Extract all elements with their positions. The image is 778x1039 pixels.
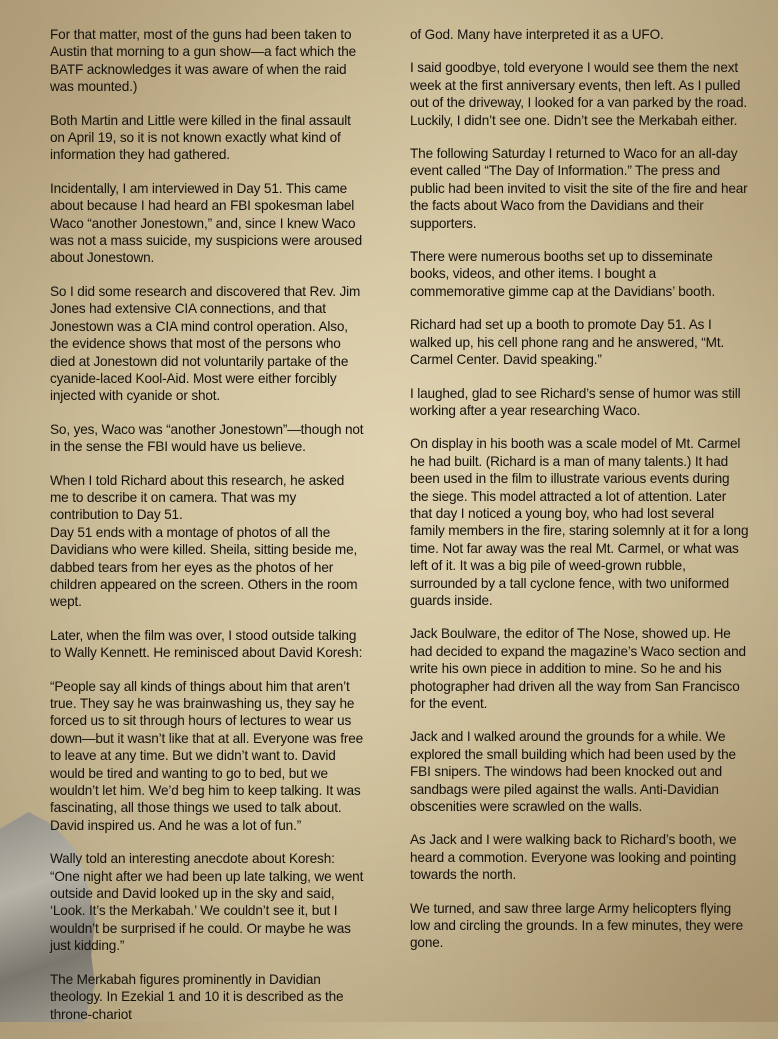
left-text-column — [50, 26, 366, 1039]
paragraph: Richard had set up a booth to promote Day 51. As I walked up, his cell phone rang and he answered, “Mt. Carmel Center. David speaking.” — [410, 317, 725, 368]
paragraph: So I did some research and discovered that Rev. Jim Jones had extensive CIA connections, and that Jonestown was a CIA mind control operation. Also, the evidence shows that most of the persons who died at Jonestown did not voluntarily partake of the cyanide-laced Kool-Aid. Most were either forcibly injected with cyanide or shot. — [50, 283, 361, 404]
paragraph: On display in his booth was a scale model of Mt. Carmel he had built. (Richard is a man of many talents.) It had been used in the film to illustrate various events during the siege. This model attracted a lot of attention. Later that day I noticed a young boy, who had lost several family members in the fire, staring solemnly at it for a long time. Not far away was the real Mt. Carmel, or what was left of it. It was a big pile of weed-grown rubble, surrounded by a tall cyclone fence, with two uniformed guards inside. — [410, 436, 749, 608]
paragraph: of God. Many have interpreted it as a UFO. — [410, 27, 664, 42]
paragraph: Incidentally, I am interviewed in Day 51. This came about because I had heard an FBI spokesman label Waco “another Jonestown,” and, since I knew Waco was not a mass suicide, my suspicions were aroused about Jonestown. — [50, 180, 363, 266]
paragraph: The following Saturday I returned to Waco for an all-day event called “The Day of Information.” The press and public had been invited to visit the site of the fire and hear the facts about Waco from the Davidians and their supporters. — [410, 146, 748, 231]
paragraph: Both Martin and Little were killed in the final assault on April 19, so it is not known exactly what kind of information they had gathered. — [50, 112, 351, 163]
paragraph: When I told Richard about this research, he asked me to describe it on camera. That was my contribution to Day 51. — [50, 472, 345, 523]
paragraph: Jack and I walked around the grounds for a while. We explored the small building which had been used by the FBI snipers. The windows had been knocked out and sandbags were piled against the walls. Anti-Davidian obscenities were scrawled on the walls. — [410, 729, 736, 815]
paragraph: Day 51 ends with a montage of photos of all the Davidians who were killed. Sheila, sitting beside me, dabbed tears from her eyes as the photos of her children appeared on the screen. Others in the room wept. — [50, 524, 358, 610]
paragraph: For that matter, most of the guns had been taken to Austin that morning to a gun show—a fact which the BATF acknowledges it was aware of when the raid was mounted.) — [50, 27, 357, 95]
paragraph: Jack Boulware, the editor of The Nose, showed up. He had decided to expand the magazine’s Waco section and write his own piece in addition to mine. So he and his photographer had driven all the way from San Francisco for the event. — [410, 626, 746, 711]
paragraph: I said goodbye, told everyone I would see them the next week at the first anniversary events, then left. As I pulled out of the driveway, I looked for a van parked by the road. Luckily, I didn’t see one. Didn’t see the Merkabah either. — [410, 60, 747, 128]
paragraph: Later, when the film was over, I stood outside talking to Wally Kennett. He reminisced about David Koresh: — [50, 627, 363, 661]
paragraph: We turned, and saw three large Army helicopters flying low and circling the grounds. In a few minutes, they were gone. — [410, 900, 743, 951]
paragraph: “People say all kinds of things about him that aren’t true. They say he was brainwashing us, they say he forced us to sit through hours of lectures to wear us down—but it wasn’t like that at all. Everyone was free to leave at any time. But we didn’t want to. David would be tired and wanting to go to bed, but we wouldn’t let him. We’d beg him to keep talking. It was fascinating, all those things we used to talk about. David inspired us. And he was a lot of fun.” — [50, 678, 364, 833]
paragraph: As Jack and I were walking back to Richard’s booth, we heard a commotion. Everyone was looking and pointing towards the north. — [410, 832, 737, 883]
paragraph: There were numerous booths set up to disseminate books, videos, and other items. I bought a commemorative gimme cap at the Davidians’ booth. — [410, 249, 716, 299]
paragraph: So, yes, Waco was “another Jonestown”—though not in the sense the FBI would have us believe. — [50, 421, 364, 455]
right-text-column — [410, 26, 750, 968]
paragraph: Wally told an interesting anecdote about Koresh: “One night after we had been up late talking, we went outside and David looked up in the sky and said, ‘Look. It’s the Merkabah.’ We couldn’t see it, but I wouldn’t be surprised if he could. Or maybe he was just kidding.” — [50, 851, 364, 954]
paragraph: I laughed, glad to see Richard’s sense of humor was still working after a year researching Waco. — [410, 385, 741, 418]
paragraph: The Merkabah figures prominently in Davidian theology. In Ezekial 1 and 10 it is described as the throne-chariot — [50, 971, 344, 1022]
